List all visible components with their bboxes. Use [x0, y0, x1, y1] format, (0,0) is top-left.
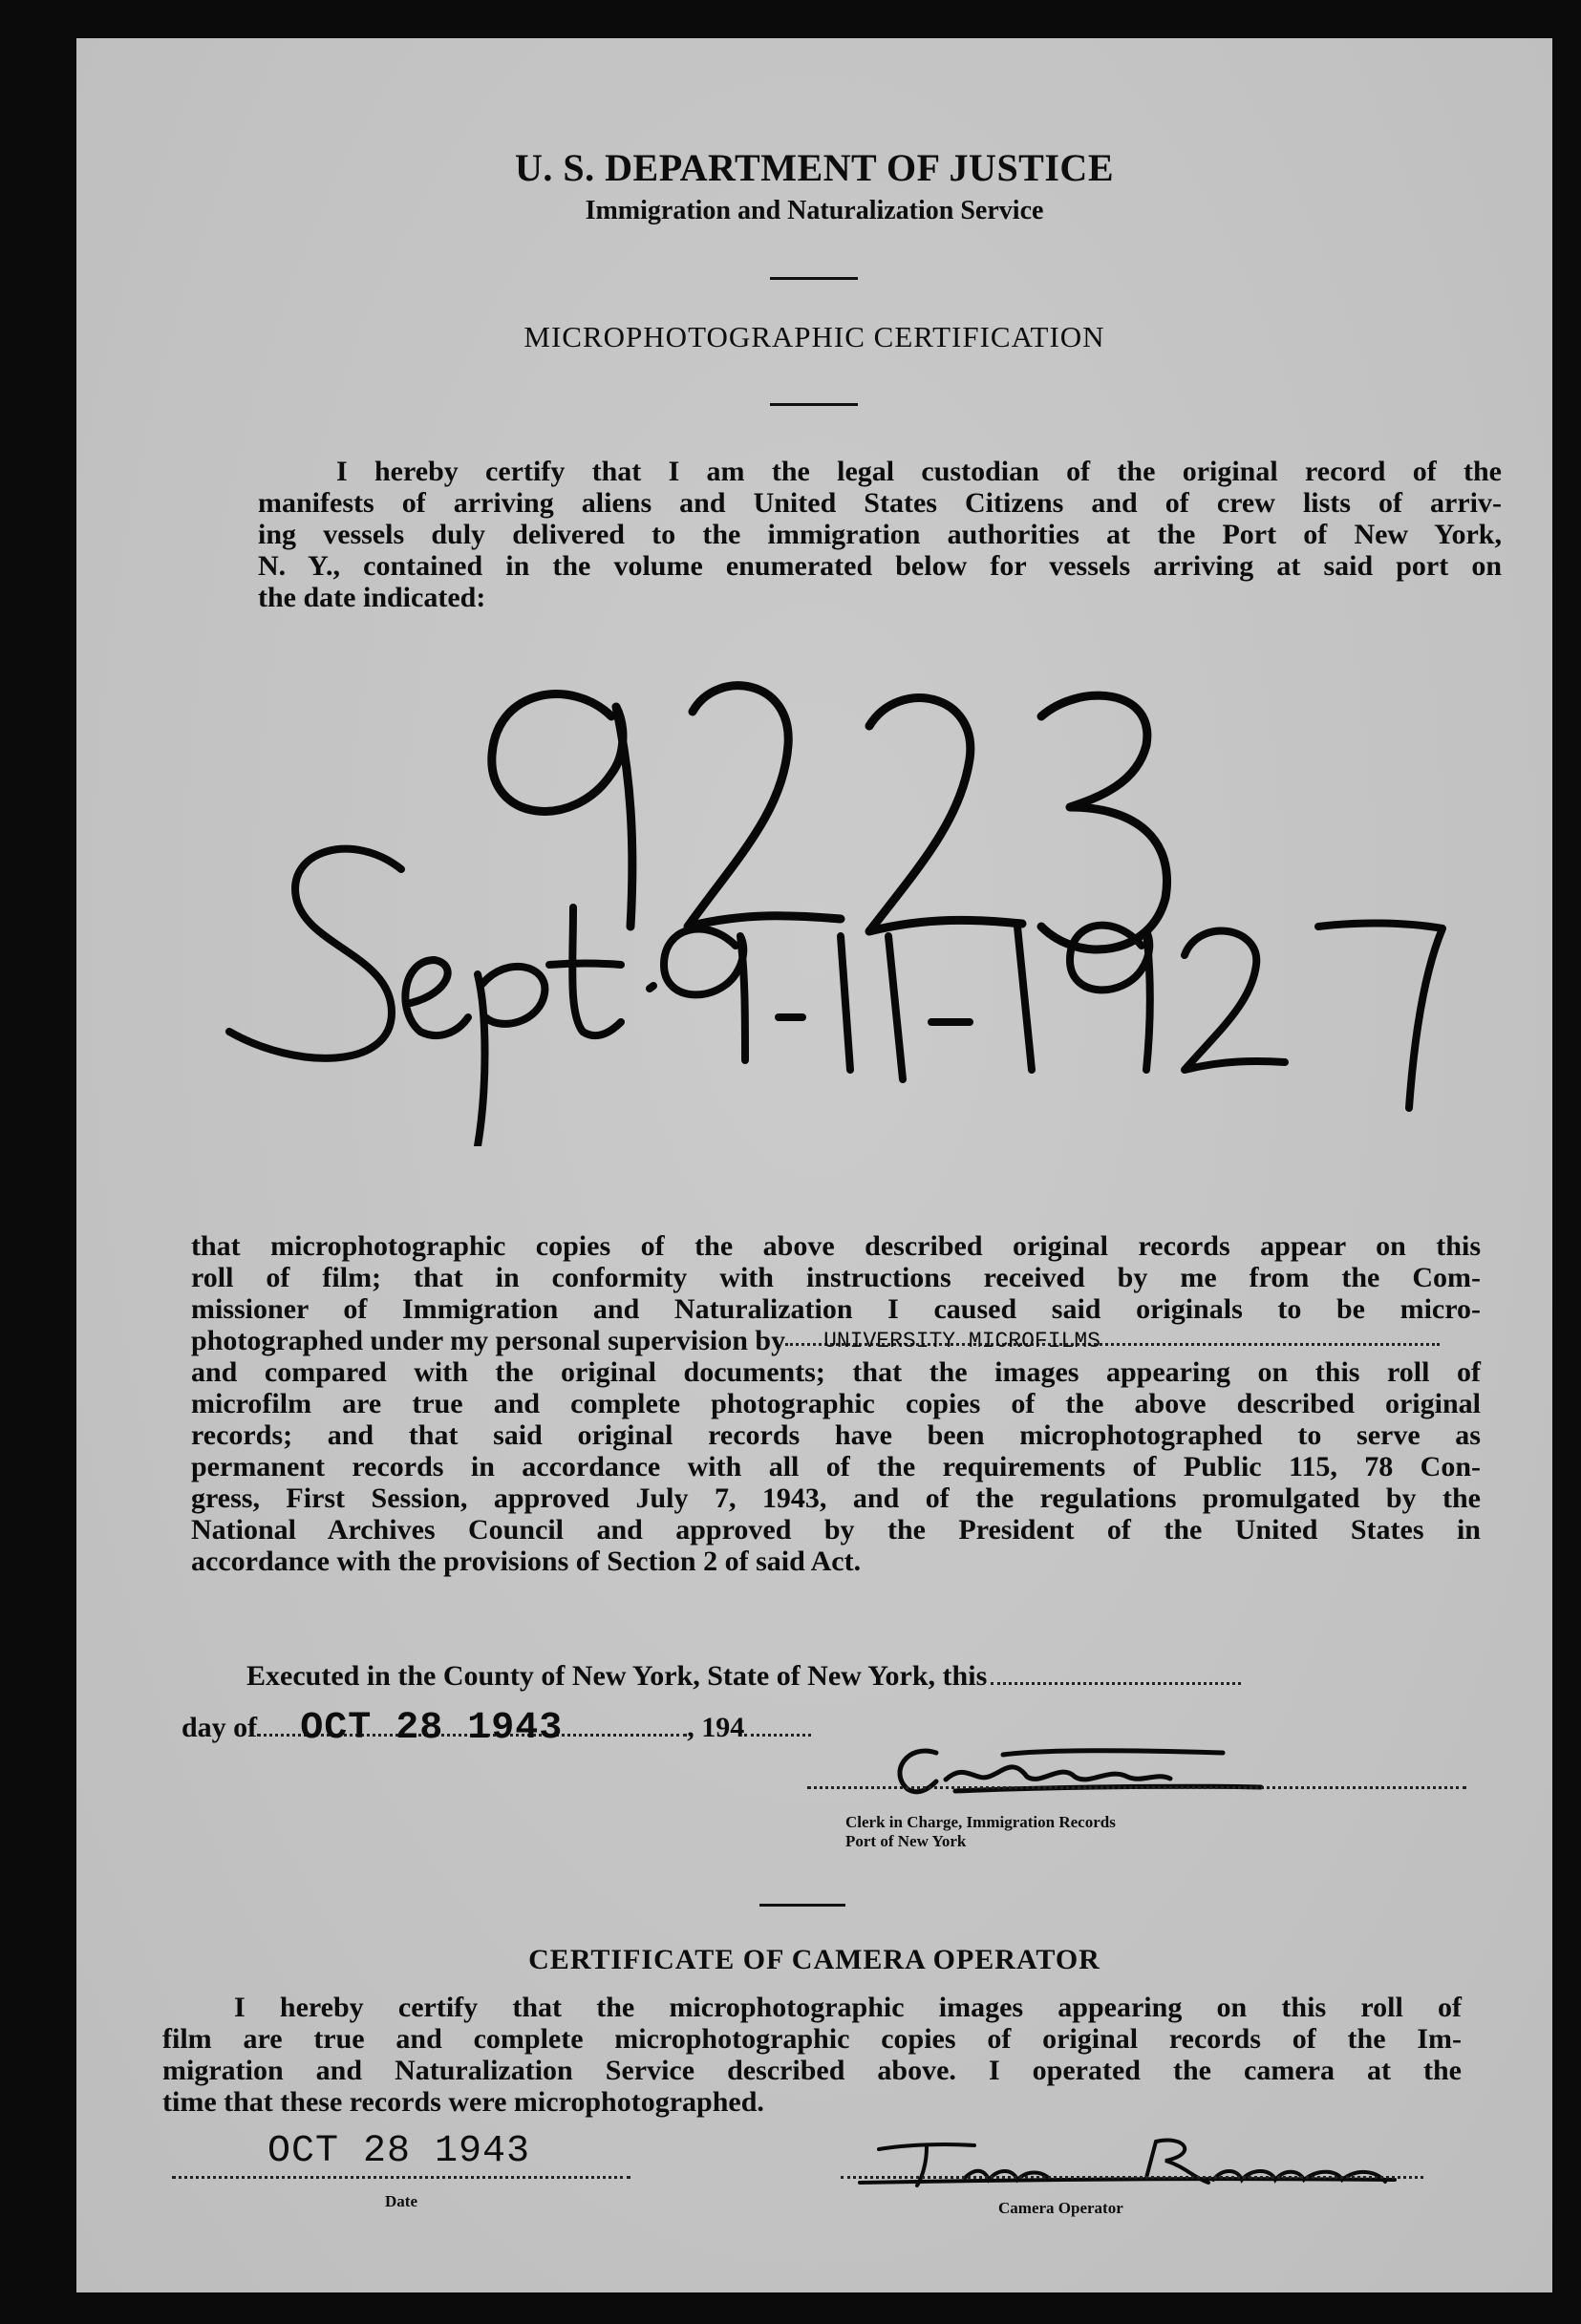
- body-paragraph: [191, 1230, 1481, 1577]
- camera-date-line: [172, 2176, 630, 2179]
- divider: [759, 1904, 845, 1907]
- paragraph-line: microfilm are true and complete photographic copies of the above described original: [191, 1388, 1481, 1419]
- divider: [770, 403, 858, 406]
- microfilmer-name: UNIVERSITY MICROFILMS: [823, 1329, 1100, 1354]
- executed-date-stamp: OCT 28 1943: [300, 1707, 564, 1750]
- paragraph-line: accordance with the provisions of Section 2 of said Act.: [191, 1546, 862, 1577]
- paragraph-line: manifests of arriving aliens and United States Citizens and of crew lists of arriv-: [258, 487, 1502, 519]
- camera-date-stamp: OCT 28 1943: [267, 2130, 531, 2173]
- date-label: Date: [385, 2192, 417, 2210]
- supervision-text: photographed under my personal supervision by: [191, 1325, 786, 1356]
- paragraph-line: records; and that said original records have been microphotographed to serve as: [191, 1419, 1481, 1451]
- paragraph-line: gress, First Session, approved July 7, 1943, and of the regulations promulgated by the: [191, 1482, 1481, 1514]
- camera-operator-signature: [822, 2121, 1433, 2197]
- paragraph-line: ing vessels duly delivered to the immigration authorities at the Port of New York,: [258, 519, 1502, 550]
- camera-paragraph: [162, 1992, 1462, 2118]
- paragraph-line: I hereby certify that I am the legal custodian of the original record of the: [336, 456, 1502, 487]
- divider: [770, 277, 858, 280]
- paragraph-line: I hereby certify that the microphotographic images appearing on this roll of: [234, 1992, 1462, 2023]
- paragraph-line: N. Y., contained in the volume enumerated below for vessels arriving at said port on: [258, 550, 1502, 582]
- clerk-signature-line: [807, 1786, 1466, 1789]
- paragraph-line: missioner of Immigration and Naturalization I caused said originals to be micro-: [191, 1293, 1481, 1325]
- certification-title: MICROPHOTOGRAPHIC CERTIFICATION: [523, 320, 1105, 353]
- paragraph-line: migration and Naturalization Service described above. I operated the camera at the: [162, 2055, 1462, 2086]
- paragraph-line: [191, 1325, 1481, 1356]
- paragraph-line: that microphotographic copies of the above described original records appear on this: [191, 1230, 1481, 1262]
- day-of-label: day of: [182, 1712, 258, 1743]
- service-subheading: Immigration and Naturalization Service: [585, 196, 1044, 225]
- microfilmer-field: [785, 1329, 1440, 1354]
- year-prefix: , 194: [687, 1712, 745, 1743]
- operator-signature-graphic: [822, 2121, 1433, 2197]
- paragraph-line: National Archives Council and approved by the President of the United States in: [191, 1514, 1481, 1546]
- paragraph-line: film are true and complete microphotographic copies of original records of the Im-: [162, 2023, 1462, 2055]
- camera-operator-label: Camera Operator: [998, 2199, 1123, 2217]
- certificate-sheet: [76, 38, 1552, 2292]
- executed-line: [246, 1660, 1488, 1692]
- intro-paragraph: [258, 456, 1502, 613]
- paragraph-line: permanent records in accordance with all of the requirements of Public 115, 78 Con-: [191, 1451, 1481, 1482]
- clerk-port-line: Port of New York: [845, 1832, 967, 1850]
- paragraph-line: time that these records were microphotographed.: [162, 2086, 764, 2118]
- clerk-title: [845, 1813, 1419, 1851]
- day-of-field: [257, 1707, 687, 1750]
- camera-certificate-title: CERTIFICATE OF CAMERA OPERATOR: [528, 1944, 1100, 1975]
- department-heading: U. S. DEPARTMENT OF JUSTICE: [515, 146, 1114, 189]
- paragraph-line: and compared with the original documents; that the images appearing on this roll of: [191, 1356, 1481, 1388]
- year-field: [744, 1734, 811, 1737]
- handwritten-entry: [76, 611, 1552, 1146]
- clerk-title-line: Clerk in Charge, Immigration Records: [845, 1813, 1116, 1831]
- clerk-signature-graphic: [812, 1734, 1481, 1801]
- paragraph-line: the date indicated:: [258, 582, 486, 613]
- paragraph-line: roll of film; that in conformity with instructions received by me from the Com-: [191, 1262, 1481, 1293]
- executed-day-field: [991, 1682, 1241, 1685]
- handwriting-volume-graphic: [76, 611, 1552, 1146]
- clerk-signature: [812, 1734, 1481, 1801]
- operator-signature-line: [841, 2176, 1423, 2179]
- executed-text: Executed in the County of New York, State of New York, this: [246, 1660, 988, 1692]
